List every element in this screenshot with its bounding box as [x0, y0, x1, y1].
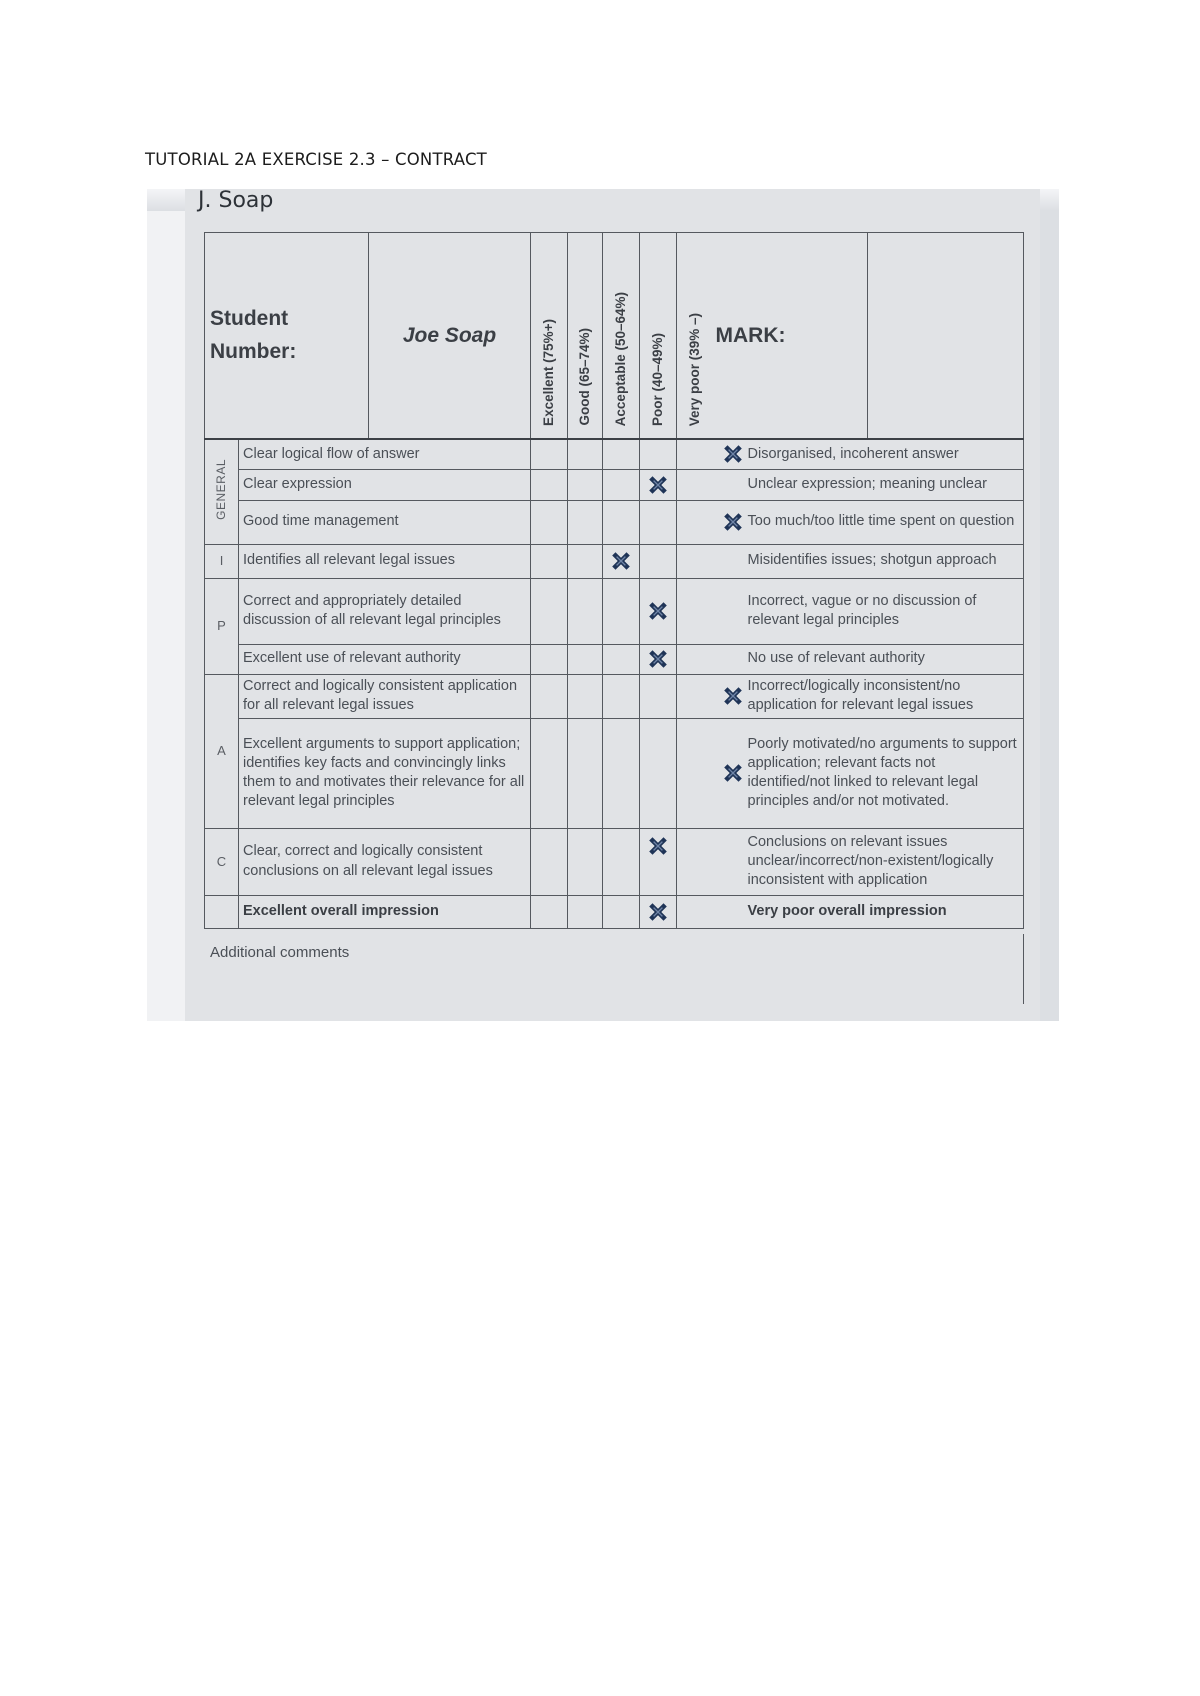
criterion-cell: Clear, correct and logically consistent conclusions on all relevant legal issues — [239, 828, 531, 895]
mark-cell-selected — [640, 469, 677, 500]
negative-descriptor: No use of relevant authority — [747, 650, 925, 667]
mark-cell — [640, 439, 677, 469]
rubric-header-row — [205, 233, 1024, 440]
section-blank — [205, 895, 239, 928]
negative-descriptor: Incorrect, vague or no discussion of relevant legal principles — [747, 592, 977, 628]
mark-cell — [677, 500, 714, 544]
criterion-cell: Clear logical flow of answer — [239, 439, 531, 469]
mark-cell — [531, 544, 568, 578]
student-number-label: Student Number: — [205, 233, 369, 440]
mark-cell — [677, 544, 714, 578]
section-general: GENERAL — [205, 439, 239, 544]
criterion-cell: Clear expression — [239, 469, 531, 500]
mark-cell — [603, 895, 640, 928]
rubric-row — [205, 674, 1024, 718]
mark-cell — [531, 578, 568, 644]
x-mark-icon — [718, 685, 748, 707]
mark-cell — [603, 718, 640, 828]
additional-comments-box — [204, 934, 1024, 1004]
rubric-row — [205, 895, 1024, 928]
negative-descriptor: Conclusions on relevant issues unclear/incorrect/non-existent/logically inconsistent with application — [747, 833, 994, 889]
negative-descriptor-cell — [714, 644, 1024, 674]
mark-cell — [531, 674, 568, 718]
rubric-row — [205, 718, 1024, 828]
mark-label: MARK: — [714, 233, 868, 440]
mark-cell — [640, 718, 677, 828]
scale-acceptable: Acceptable (50–64%) — [603, 233, 640, 440]
mark-cell-selected — [603, 544, 640, 578]
mark-cell — [677, 828, 714, 895]
student-name-cell: Joe Soap — [369, 233, 531, 440]
mark-cell — [677, 674, 714, 718]
negative-descriptor-cell — [714, 674, 1024, 718]
negative-descriptor: Disorganised, incoherent answer — [747, 445, 959, 462]
rubric-row — [205, 500, 1024, 544]
mark-cell-selected — [640, 828, 677, 895]
document-header: TUTORIAL 2A EXERCISE 2.3 – CONTRACT — [145, 150, 487, 169]
mark-cell — [677, 469, 714, 500]
rubric-row — [205, 439, 1024, 469]
mark-cell — [640, 674, 677, 718]
section-i: I — [205, 544, 239, 578]
negative-descriptor-cell — [714, 895, 1024, 928]
mark-cell — [603, 439, 640, 469]
mark-cell — [568, 674, 603, 718]
mark-cell — [568, 469, 603, 500]
rubric-row — [205, 644, 1024, 674]
mark-cell — [531, 718, 568, 828]
x-mark-icon — [647, 474, 669, 496]
mark-cell — [603, 469, 640, 500]
negative-descriptor-cell — [714, 469, 1024, 500]
scan-left-margin — [147, 211, 185, 1021]
x-mark-icon — [647, 648, 669, 670]
negative-descriptor-cell — [714, 544, 1024, 578]
mark-cell — [568, 578, 603, 644]
negative-descriptor-cell — [714, 578, 1024, 644]
mark-cell — [603, 674, 640, 718]
x-mark-icon — [610, 550, 632, 572]
scale-excellent: Excellent (75%+) — [531, 233, 568, 440]
criterion-cell: Excellent use of relevant authority — [239, 644, 531, 674]
negative-descriptor-cell — [714, 718, 1024, 828]
negative-descriptor-cell — [714, 439, 1024, 469]
rubric-row — [205, 828, 1024, 895]
x-mark-icon — [647, 835, 669, 857]
x-mark-icon — [718, 511, 748, 533]
mark-value-cell — [868, 233, 1024, 440]
x-mark-icon — [718, 762, 748, 784]
section-p: P — [205, 578, 239, 674]
mark-cell — [677, 439, 714, 469]
negative-descriptor: Misidentifies issues; shotgun approach — [747, 552, 997, 569]
mark-cell-selected — [640, 644, 677, 674]
scale-poor: Poor (40–49%) — [640, 233, 677, 440]
rubric-table — [204, 232, 1024, 929]
mark-cell — [677, 644, 714, 674]
negative-descriptor-cell — [714, 500, 1024, 544]
mark-cell — [568, 895, 603, 928]
mark-cell — [568, 439, 603, 469]
scale-good: Good (65–74%) — [568, 233, 603, 440]
mark-cell — [677, 578, 714, 644]
negative-descriptor: Unclear expression; meaning unclear — [747, 475, 987, 492]
mark-cell — [531, 439, 568, 469]
criterion-cell: Correct and appropriately detailed discussion of all relevant legal principles — [239, 578, 531, 644]
rubric-row — [205, 469, 1024, 500]
section-c: C — [205, 828, 239, 895]
section-a: A — [205, 674, 239, 828]
negative-descriptor: Incorrect/logically inconsistent/no application for relevant legal issues — [747, 677, 974, 713]
mark-cell — [568, 544, 603, 578]
mark-cell — [603, 578, 640, 644]
mark-cell — [531, 500, 568, 544]
scale-very-poor: Very poor (39% –) — [677, 233, 714, 440]
mark-cell-selected — [640, 578, 677, 644]
mark-cell — [640, 544, 677, 578]
criterion-cell: Good time management — [239, 500, 531, 544]
mark-cell — [640, 500, 677, 544]
rubric-row — [205, 578, 1024, 644]
negative-descriptor: Too much/too little time spent on question — [747, 513, 1015, 530]
mark-cell — [603, 500, 640, 544]
mark-cell — [531, 644, 568, 674]
criterion-cell: Excellent overall impression — [239, 895, 531, 928]
x-mark-icon — [647, 901, 669, 923]
negative-descriptor-cell — [714, 828, 1024, 895]
criterion-cell: Excellent arguments to support application; identifies key facts and convincingly links them to and motivates their relevance for all relevant legal principles — [239, 718, 531, 828]
mark-cell — [531, 828, 568, 895]
x-mark-icon — [718, 443, 748, 465]
criterion-cell: Correct and logically consistent application for all relevant legal issues — [239, 674, 531, 718]
rubric-row — [205, 544, 1024, 578]
criterion-cell: Identifies all relevant legal issues — [239, 544, 531, 578]
mark-cell — [677, 718, 714, 828]
mark-cell — [677, 895, 714, 928]
mark-cell — [568, 500, 603, 544]
mark-cell-selected — [640, 895, 677, 928]
x-mark-icon — [647, 600, 669, 622]
mark-cell — [568, 644, 603, 674]
mark-cell — [568, 828, 603, 895]
additional-comments-label: Additional comments — [210, 944, 350, 961]
negative-descriptor: Poorly motivated/no arguments to support application; relevant facts not identified/not linked to relevant legal principles and/or not motivated. — [747, 735, 1017, 810]
mark-cell — [531, 469, 568, 500]
student-name-heading: J. Soap — [198, 188, 274, 213]
negative-descriptor: Very poor overall impression — [747, 902, 947, 919]
mark-cell — [603, 644, 640, 674]
mark-cell — [603, 828, 640, 895]
mark-cell — [568, 718, 603, 828]
mark-cell — [531, 895, 568, 928]
